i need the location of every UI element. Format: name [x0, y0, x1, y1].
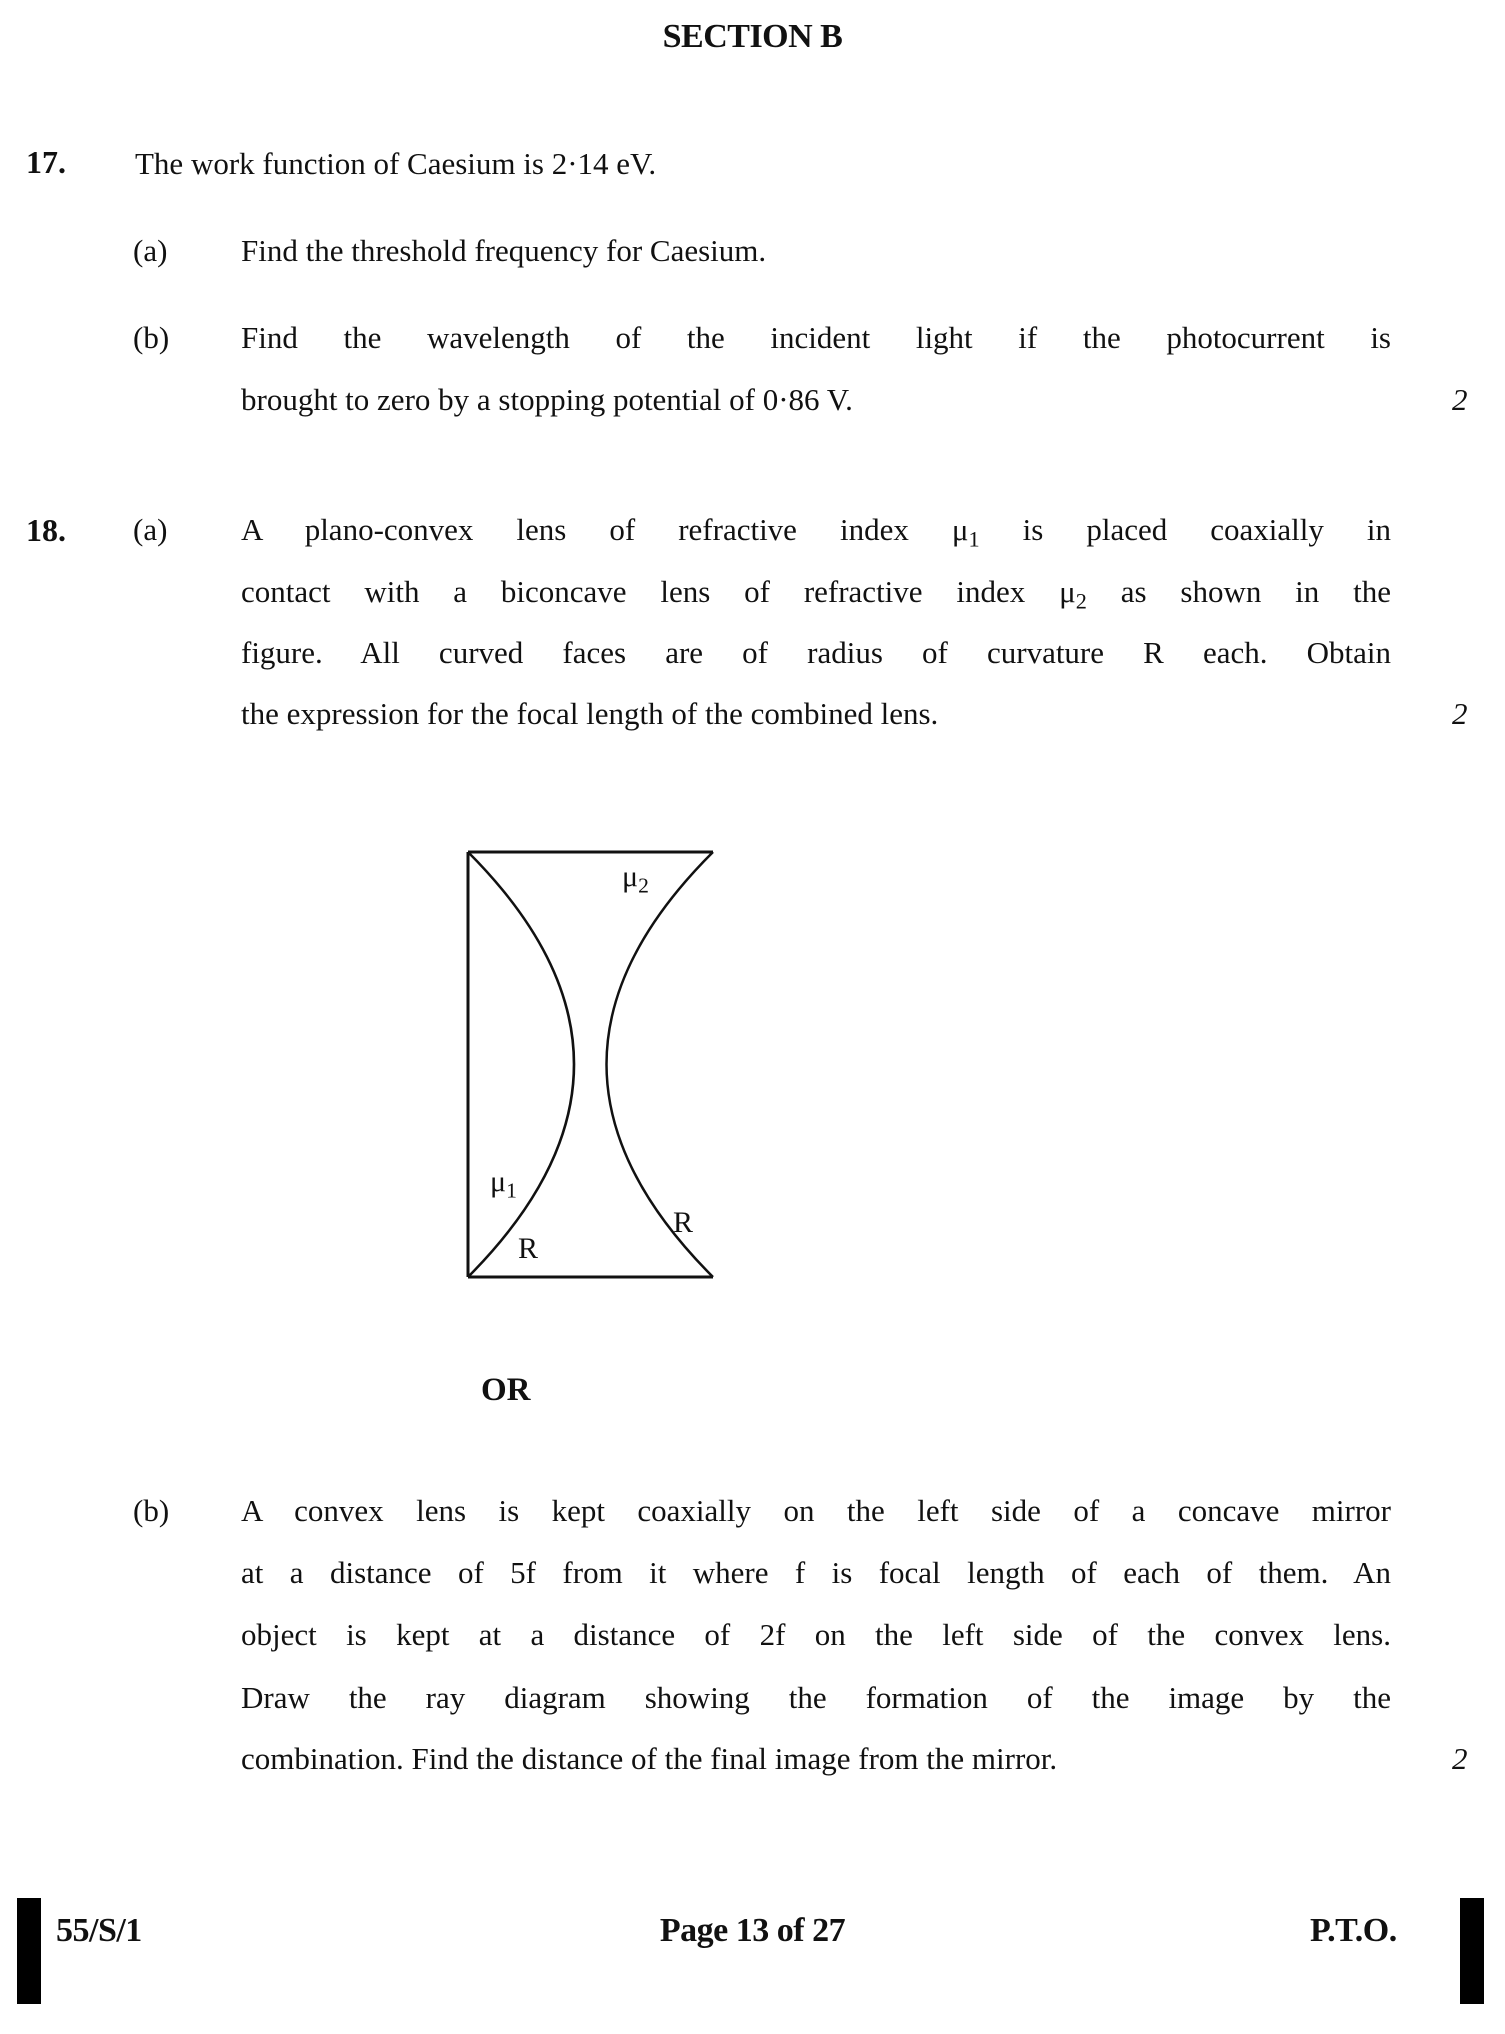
part-text-line: A convex lens is kept coaxially on the left side of a concave mirror	[241, 1493, 1391, 1528]
mu1-label	[490, 1165, 517, 1203]
mu-symbol: μ	[490, 1165, 507, 1198]
text-segment: is placed coaxially in	[979, 512, 1391, 547]
part-label: (b)	[133, 1493, 170, 1528]
part-text-line	[241, 512, 1391, 553]
mu-symbol: μ	[622, 860, 639, 893]
subscript: 1	[968, 526, 980, 552]
radius-label-left: R	[518, 1232, 539, 1265]
radius-label-right: R	[673, 1206, 694, 1239]
question-stem: The work function of Caesium is 2·14 eV.	[135, 146, 657, 181]
text-segment: as shown in the	[1086, 574, 1392, 609]
part-text-line: at a distance of 5f from it where f is focal length of each of them. An	[241, 1555, 1391, 1590]
section-title: SECTION B	[662, 18, 843, 55]
pto-label: P.T.O.	[1310, 1912, 1397, 1949]
or-separator: OR	[481, 1372, 531, 1408]
subscript: 1	[506, 1178, 517, 1203]
page-number: Page 13 of 27	[659, 1912, 846, 1949]
marks: 2	[1452, 696, 1468, 731]
question-number: 17.	[26, 144, 66, 180]
part-text-line: Find the threshold frequency for Caesium.	[241, 233, 767, 268]
footer-bar-right	[1460, 1898, 1484, 2004]
part-label: (b)	[133, 320, 170, 355]
part-text-line: figure. All curved faces are of radius of curvature R each. Obtain	[241, 635, 1391, 670]
marks: 2	[1452, 382, 1468, 417]
mu-symbol: μ	[1059, 574, 1076, 609]
convex-face-arc	[468, 852, 574, 1277]
text-segment: A plano-convex lens of refractive index	[241, 512, 952, 547]
part-text-line: combination. Find the distance of the final image from the mirror.	[241, 1741, 1058, 1776]
part-text-line: Draw the ray diagram showing the formation of the image by the	[241, 1680, 1391, 1715]
text-segment: contact with a biconcave lens of refractive index	[241, 574, 1060, 609]
part-text-line: object is kept at a distance of 2f on the left side of the convex lens.	[241, 1617, 1391, 1652]
subscript: 2	[1075, 588, 1087, 614]
question-number: 18.	[26, 512, 66, 548]
part-text-line: Find the wavelength of the incident light if the photocurrent is	[241, 320, 1391, 355]
concave-face-arc	[607, 852, 714, 1277]
mu2-label	[622, 860, 649, 898]
mu-symbol: μ	[951, 512, 969, 547]
part-text-line	[241, 574, 1391, 615]
subscript: 2	[638, 873, 649, 898]
part-text-line: brought to zero by a stopping potential of 0·86 V.	[241, 382, 853, 417]
part-label: (a)	[133, 512, 168, 547]
marks: 2	[1452, 1741, 1468, 1776]
part-label: (a)	[133, 233, 168, 268]
part-text-line: the expression for the focal length of the combined lens.	[241, 696, 939, 731]
paper-code: 55/S/1	[56, 1912, 142, 1949]
